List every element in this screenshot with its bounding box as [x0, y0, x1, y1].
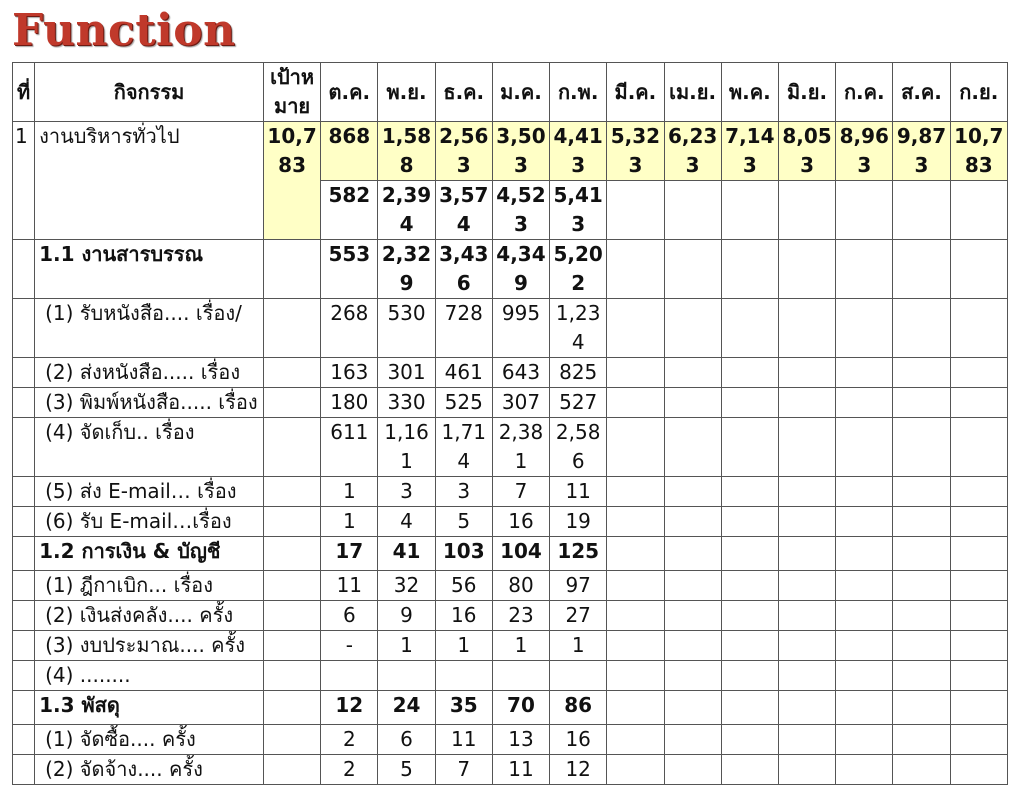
value-cell: 35: [435, 691, 492, 725]
value-cell: [607, 755, 664, 785]
value-cell: [721, 601, 778, 631]
plan-cell: 5,323: [607, 122, 664, 181]
value-cell: [721, 631, 778, 661]
value-cell: [321, 661, 378, 691]
row-number: [13, 571, 35, 601]
value-cell: [893, 537, 950, 571]
value-cell: [950, 477, 1007, 507]
value-cell: 9: [378, 601, 435, 631]
activity-label: (2) จัดจ้าง.... ครั้ง: [35, 755, 264, 785]
value-cell: [721, 507, 778, 537]
table-row: [13, 507, 1008, 537]
table-row: [13, 725, 1008, 755]
row-number: [13, 755, 35, 785]
value-cell: 12: [321, 691, 378, 725]
value-cell: 530: [378, 299, 435, 358]
target-cell: [263, 601, 320, 631]
value-cell: [893, 601, 950, 631]
value-cell: [836, 477, 893, 507]
main-item-name: งานบริหารทั่วไป: [35, 122, 264, 240]
value-cell: [721, 537, 778, 571]
value-cell: [721, 477, 778, 507]
value-cell: [778, 240, 835, 299]
value-cell: [778, 299, 835, 358]
plan-cell: 1,588: [378, 122, 435, 181]
value-cell: [664, 725, 721, 755]
section-label: 1.2 การเงิน & บัญชี: [35, 537, 264, 571]
value-cell: [721, 725, 778, 755]
actual-cell: 582: [321, 181, 378, 240]
value-cell: [950, 537, 1007, 571]
target-cell: [263, 240, 320, 299]
target-cell: [263, 418, 320, 477]
value-cell: 180: [321, 388, 378, 418]
value-cell: 17: [321, 537, 378, 571]
plan-cell: 8,053: [778, 122, 835, 181]
target-cell: [263, 507, 320, 537]
value-cell: [836, 388, 893, 418]
column-header: ส.ค.: [893, 63, 950, 122]
value-cell: 1,161: [378, 418, 435, 477]
value-cell: [836, 661, 893, 691]
column-header: ม.ค.: [492, 63, 549, 122]
activity-label: (1) รับหนังสือ.... เรื่อง/: [35, 299, 264, 358]
value-cell: [950, 755, 1007, 785]
value-cell: 24: [378, 691, 435, 725]
value-cell: [778, 418, 835, 477]
value-cell: 11: [550, 477, 607, 507]
table-row: [13, 755, 1008, 785]
column-header: พ.ค.: [721, 63, 778, 122]
value-cell: [664, 299, 721, 358]
section-label: 1.1 งานสารบรรณ: [35, 240, 264, 299]
value-cell: 86: [550, 691, 607, 725]
value-cell: 1: [321, 477, 378, 507]
value-cell: 41: [378, 537, 435, 571]
value-cell: 5: [378, 755, 435, 785]
value-cell: [664, 631, 721, 661]
row-number: 1: [13, 122, 35, 240]
value-cell: 27: [550, 601, 607, 631]
table-row: [13, 477, 1008, 507]
value-cell: [721, 661, 778, 691]
section-row: [13, 240, 1008, 299]
value-cell: 80: [492, 571, 549, 601]
activity-table: [12, 62, 1008, 785]
value-cell: [836, 418, 893, 477]
value-cell: [893, 661, 950, 691]
value-cell: 70: [492, 691, 549, 725]
value-cell: [778, 661, 835, 691]
plan-cell: 6,233: [664, 122, 721, 181]
value-cell: [836, 507, 893, 537]
value-cell: 4,349: [492, 240, 549, 299]
table-row: [13, 418, 1008, 477]
value-cell: 1: [550, 631, 607, 661]
value-cell: [721, 755, 778, 785]
row-number: [13, 725, 35, 755]
value-cell: 2,329: [378, 240, 435, 299]
row-number: [13, 358, 35, 388]
row-number: [13, 507, 35, 537]
row-number: [13, 418, 35, 477]
column-header: เม.ย.: [664, 63, 721, 122]
value-cell: [893, 631, 950, 661]
row-number: [13, 388, 35, 418]
value-cell: 2,586: [550, 418, 607, 477]
value-cell: [721, 299, 778, 358]
table-row: [13, 631, 1008, 661]
value-cell: [607, 725, 664, 755]
header-row: [13, 63, 1008, 122]
value-cell: [664, 358, 721, 388]
target-cell: [263, 537, 320, 571]
value-cell: [950, 418, 1007, 477]
value-cell: [836, 358, 893, 388]
value-cell: [950, 725, 1007, 755]
value-cell: [607, 537, 664, 571]
value-cell: 16: [550, 725, 607, 755]
value-cell: 11: [321, 571, 378, 601]
value-cell: 7: [435, 755, 492, 785]
value-cell: 12: [550, 755, 607, 785]
value-cell: [836, 601, 893, 631]
column-header: พ.ย.: [378, 63, 435, 122]
value-cell: [950, 240, 1007, 299]
activity-label: (3) พิมพ์หนังสือ..... เรื่อง: [35, 388, 264, 418]
actual-cell: [664, 181, 721, 240]
table-row: [13, 299, 1008, 358]
table-row: [13, 661, 1008, 691]
activity-label: (2) เงินส่งคลัง.... ครั้ง: [35, 601, 264, 631]
value-cell: 16: [435, 601, 492, 631]
value-cell: 1: [321, 507, 378, 537]
row-number: [13, 240, 35, 299]
value-cell: [778, 571, 835, 601]
actual-cell: 2,394: [378, 181, 435, 240]
value-cell: 2: [321, 725, 378, 755]
value-cell: 7: [492, 477, 549, 507]
column-header: ที่: [13, 63, 35, 122]
value-cell: 1: [435, 631, 492, 661]
target-cell: [263, 388, 320, 418]
value-cell: 643: [492, 358, 549, 388]
target-cell: [263, 725, 320, 755]
activity-label: (3) งบประมาณ.... ครั้ง: [35, 631, 264, 661]
target-value: 10,783: [263, 122, 320, 240]
target-cell: [263, 477, 320, 507]
value-cell: 330: [378, 388, 435, 418]
value-cell: [607, 661, 664, 691]
value-cell: [893, 725, 950, 755]
value-cell: 995: [492, 299, 549, 358]
plan-cell: 9,873: [893, 122, 950, 181]
value-cell: [950, 507, 1007, 537]
value-cell: [950, 358, 1007, 388]
plan-cell: 3,503: [492, 122, 549, 181]
value-cell: -: [321, 631, 378, 661]
value-cell: [550, 661, 607, 691]
value-cell: [893, 418, 950, 477]
value-cell: 13: [492, 725, 549, 755]
target-cell: [263, 661, 320, 691]
value-cell: [664, 477, 721, 507]
activity-label: (2) ส่งหนังสือ..... เรื่อง: [35, 358, 264, 388]
value-cell: 611: [321, 418, 378, 477]
plan-cell: 8,963: [836, 122, 893, 181]
value-cell: 103: [435, 537, 492, 571]
value-cell: 268: [321, 299, 378, 358]
row-number: [13, 299, 35, 358]
page-title: Function: [12, 5, 236, 56]
value-cell: [893, 388, 950, 418]
value-cell: [664, 571, 721, 601]
value-cell: 728: [435, 299, 492, 358]
column-header: ก.พ.: [550, 63, 607, 122]
value-cell: [778, 388, 835, 418]
plan-cell: 10,783: [950, 122, 1007, 181]
value-cell: [950, 299, 1007, 358]
row-number: [13, 661, 35, 691]
column-header: ก.ค.: [836, 63, 893, 122]
value-cell: [664, 661, 721, 691]
table-row: [13, 358, 1008, 388]
value-cell: [950, 571, 1007, 601]
section-label: 1.3 พัสดุ: [35, 691, 264, 725]
value-cell: [664, 601, 721, 631]
value-cell: [950, 631, 1007, 661]
value-cell: [836, 755, 893, 785]
value-cell: 5,202: [550, 240, 607, 299]
value-cell: [721, 240, 778, 299]
column-header: ต.ค.: [321, 63, 378, 122]
activity-label: (1) จัดซื้อ.... ครั้ง: [35, 725, 264, 755]
value-cell: [721, 358, 778, 388]
activity-label: (1) ฎีกาเบิก... เรื่อง: [35, 571, 264, 601]
table-row: [13, 388, 1008, 418]
column-header: มิ.ย.: [778, 63, 835, 122]
value-cell: 6: [378, 725, 435, 755]
value-cell: [664, 507, 721, 537]
value-cell: 301: [378, 358, 435, 388]
value-cell: [721, 388, 778, 418]
row-number: [13, 537, 35, 571]
actual-cell: 5,413: [550, 181, 607, 240]
actual-cell: [778, 181, 835, 240]
plan-cell: 868: [321, 122, 378, 181]
target-cell: [263, 631, 320, 661]
row-number: [13, 477, 35, 507]
value-cell: [664, 388, 721, 418]
value-cell: [664, 755, 721, 785]
value-cell: 3,436: [435, 240, 492, 299]
value-cell: [607, 299, 664, 358]
value-cell: 11: [492, 755, 549, 785]
value-cell: [721, 418, 778, 477]
value-cell: [836, 240, 893, 299]
value-cell: 553: [321, 240, 378, 299]
value-cell: [378, 661, 435, 691]
value-cell: [664, 240, 721, 299]
column-header: ธ.ค.: [435, 63, 492, 122]
value-cell: [778, 601, 835, 631]
table-row: [13, 601, 1008, 631]
value-cell: [893, 755, 950, 785]
value-cell: [836, 299, 893, 358]
actual-cell: [836, 181, 893, 240]
value-cell: 56: [435, 571, 492, 601]
value-cell: [607, 388, 664, 418]
value-cell: 4: [378, 507, 435, 537]
activity-label: (4) ........: [35, 661, 264, 691]
value-cell: [664, 537, 721, 571]
value-cell: 19: [550, 507, 607, 537]
value-cell: 2,381: [492, 418, 549, 477]
value-cell: 1: [378, 631, 435, 661]
section-row: [13, 537, 1008, 571]
value-cell: 527: [550, 388, 607, 418]
column-header: เป้าหมาย: [263, 63, 320, 122]
value-cell: 3: [378, 477, 435, 507]
value-cell: [893, 299, 950, 358]
value-cell: [836, 537, 893, 571]
value-cell: [778, 537, 835, 571]
value-cell: [778, 358, 835, 388]
activity-label: (6) รับ E-mail…เรื่อง: [35, 507, 264, 537]
value-cell: [893, 358, 950, 388]
actual-cell: [950, 181, 1007, 240]
actual-cell: [721, 181, 778, 240]
value-cell: [893, 240, 950, 299]
main-item-plan-row: [13, 122, 1008, 181]
actual-cell: [893, 181, 950, 240]
value-cell: 307: [492, 388, 549, 418]
target-cell: [263, 358, 320, 388]
value-cell: [836, 571, 893, 601]
actual-cell: [607, 181, 664, 240]
value-cell: [950, 388, 1007, 418]
value-cell: [778, 631, 835, 661]
value-cell: [607, 240, 664, 299]
column-header: ก.ย.: [950, 63, 1007, 122]
plan-cell: 7,143: [721, 122, 778, 181]
value-cell: 6: [321, 601, 378, 631]
value-cell: [607, 358, 664, 388]
value-cell: [893, 477, 950, 507]
value-cell: 97: [550, 571, 607, 601]
column-header: กิจกรรม: [35, 63, 264, 122]
value-cell: 1,234: [550, 299, 607, 358]
value-cell: [836, 631, 893, 661]
value-cell: [607, 507, 664, 537]
value-cell: [893, 571, 950, 601]
value-cell: [721, 571, 778, 601]
value-cell: [607, 418, 664, 477]
value-cell: [607, 477, 664, 507]
value-cell: [950, 601, 1007, 631]
value-cell: 2: [321, 755, 378, 785]
value-cell: [435, 661, 492, 691]
column-header: มี.ค.: [607, 63, 664, 122]
target-cell: [263, 571, 320, 601]
value-cell: 1: [492, 631, 549, 661]
value-cell: [607, 601, 664, 631]
row-number: [13, 601, 35, 631]
value-cell: 16: [492, 507, 549, 537]
value-cell: [836, 725, 893, 755]
value-cell: [607, 571, 664, 601]
value-cell: 5: [435, 507, 492, 537]
value-cell: 1,714: [435, 418, 492, 477]
value-cell: [492, 661, 549, 691]
value-cell: [607, 631, 664, 661]
value-cell: 3: [435, 477, 492, 507]
value-cell: 125: [550, 537, 607, 571]
value-cell: [778, 725, 835, 755]
value-cell: 825: [550, 358, 607, 388]
plan-cell: 4,413: [550, 122, 607, 181]
value-cell: 461: [435, 358, 492, 388]
value-cell: 11: [435, 725, 492, 755]
value-cell: [778, 507, 835, 537]
value-cell: [778, 477, 835, 507]
value-cell: [950, 661, 1007, 691]
value-cell: 525: [435, 388, 492, 418]
value-cell: 32: [378, 571, 435, 601]
target-cell: [263, 755, 320, 785]
activity-label: (4) จัดเก็บ.. เรื่อง: [35, 418, 264, 477]
activity-label: (5) ส่ง E-mail… เรื่อง: [35, 477, 264, 507]
actual-cell: 3,574: [435, 181, 492, 240]
value-cell: [893, 507, 950, 537]
target-cell: [263, 299, 320, 358]
actual-cell: 4,523: [492, 181, 549, 240]
value-cell: [778, 755, 835, 785]
table-row: [13, 571, 1008, 601]
plan-cell: 2,563: [435, 122, 492, 181]
value-cell: 163: [321, 358, 378, 388]
row-number: [13, 631, 35, 661]
value-cell: 104: [492, 537, 549, 571]
value-cell: 23: [492, 601, 549, 631]
value-cell: [664, 418, 721, 477]
